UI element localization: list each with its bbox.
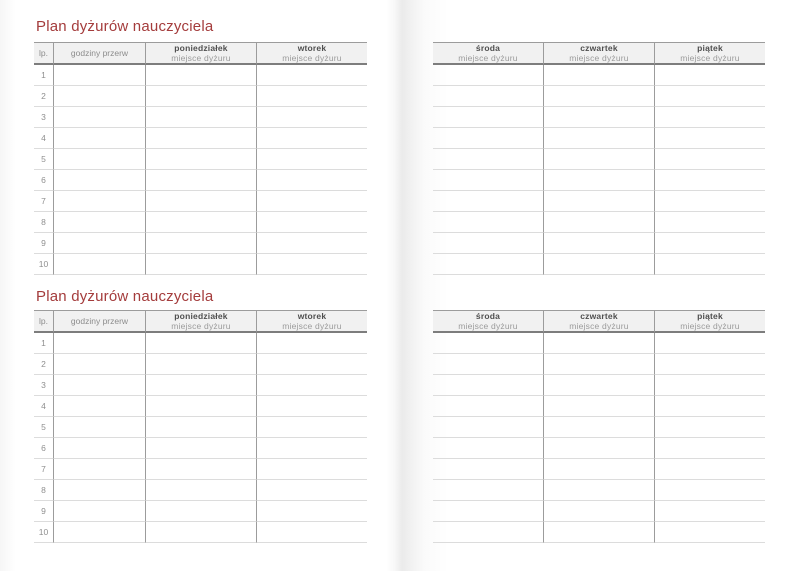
break-hours-cell <box>53 149 145 170</box>
friday-duty-cell <box>654 396 765 417</box>
duty-row <box>34 128 367 149</box>
duty-row <box>433 375 765 396</box>
thursday-duty-cell <box>543 375 654 396</box>
duty-row <box>433 65 765 86</box>
sub-label: miejsce dyżuru <box>569 320 629 331</box>
break-hours-cell <box>53 438 145 459</box>
col-header-lp: lp. <box>34 42 53 65</box>
duty-row <box>34 233 367 254</box>
duty-row <box>34 354 367 375</box>
duty-row <box>34 254 367 275</box>
col-header-wednesday <box>433 42 543 65</box>
monday-duty-cell <box>145 396 256 417</box>
day-label: poniedziałek <box>174 311 228 321</box>
monday-duty-cell <box>145 417 256 438</box>
monday-duty-cell <box>145 65 256 86</box>
break-hours-cell <box>53 107 145 128</box>
row-number-cell: 6 <box>34 438 53 459</box>
wednesday-duty-cell <box>433 375 543 396</box>
table-header-row <box>34 310 367 333</box>
duty-row <box>433 438 765 459</box>
row-number-cell: 5 <box>34 149 53 170</box>
break-hours-cell <box>53 128 145 149</box>
thursday-duty-cell <box>543 354 654 375</box>
thursday-duty-cell <box>543 480 654 501</box>
row-number-cell: 9 <box>34 233 53 254</box>
break-hours-cell <box>53 501 145 522</box>
monday-duty-cell <box>145 459 256 480</box>
duty-row <box>433 149 765 170</box>
friday-duty-cell <box>654 212 765 233</box>
monday-duty-cell <box>145 86 256 107</box>
duty-row <box>433 459 765 480</box>
sub-label: miejsce dyżuru <box>680 52 740 63</box>
friday-duty-cell <box>654 86 765 107</box>
wednesday-duty-cell <box>433 212 543 233</box>
duty-row <box>34 375 367 396</box>
duty-row <box>34 333 367 354</box>
duty-row <box>34 522 367 543</box>
thursday-duty-cell <box>543 107 654 128</box>
duty-row <box>34 212 367 233</box>
wednesday-duty-cell <box>433 86 543 107</box>
col-header-lp: lp. <box>34 310 53 333</box>
wednesday-duty-cell <box>433 149 543 170</box>
monday-duty-cell <box>145 501 256 522</box>
wednesday-duty-cell <box>433 233 543 254</box>
day-label: poniedziałek <box>174 43 228 53</box>
col-header-monday <box>145 42 256 65</box>
break-hours-cell <box>53 354 145 375</box>
friday-duty-cell <box>654 501 765 522</box>
duty-row <box>433 86 765 107</box>
table-header-row <box>34 42 367 65</box>
break-hours-cell <box>53 459 145 480</box>
wednesday-duty-cell <box>433 354 543 375</box>
friday-duty-cell <box>654 149 765 170</box>
row-number-cell: 3 <box>34 107 53 128</box>
col-header-thursday <box>543 310 654 333</box>
row-number-cell: 9 <box>34 501 53 522</box>
duty-row <box>34 170 367 191</box>
break-hours-cell <box>53 86 145 107</box>
tuesday-duty-cell <box>256 354 367 375</box>
day-label: piątek <box>697 43 723 53</box>
break-hours-cell <box>53 522 145 543</box>
wednesday-duty-cell <box>433 417 543 438</box>
thursday-duty-cell <box>543 233 654 254</box>
friday-duty-cell <box>654 191 765 212</box>
duty-row <box>433 170 765 191</box>
col-header-hours: godziny przerw <box>53 310 145 333</box>
break-hours-cell <box>53 480 145 501</box>
tuesday-duty-cell <box>256 417 367 438</box>
row-number-cell: 7 <box>34 191 53 212</box>
duty-table-wed-fri-bottom <box>433 310 765 543</box>
thursday-duty-cell <box>543 417 654 438</box>
duty-table-mon-tue-bottom <box>34 310 367 543</box>
thursday-duty-cell <box>543 170 654 191</box>
duty-row <box>433 212 765 233</box>
monday-duty-cell <box>145 170 256 191</box>
col-header-wednesday <box>433 310 543 333</box>
thursday-duty-cell <box>543 459 654 480</box>
tuesday-duty-cell <box>256 480 367 501</box>
duty-row <box>433 354 765 375</box>
wednesday-duty-cell <box>433 65 543 86</box>
thursday-duty-cell <box>543 212 654 233</box>
sub-label: miejsce dyżuru <box>171 52 231 63</box>
duty-row <box>433 333 765 354</box>
duty-row <box>433 417 765 438</box>
duty-row <box>433 107 765 128</box>
friday-duty-cell <box>654 375 765 396</box>
break-hours-cell <box>53 254 145 275</box>
row-number-cell: 3 <box>34 375 53 396</box>
row-number-cell: 2 <box>34 86 53 107</box>
col-header-friday <box>654 310 765 333</box>
wednesday-duty-cell <box>433 396 543 417</box>
friday-duty-cell <box>654 65 765 86</box>
tuesday-duty-cell <box>256 170 367 191</box>
wednesday-duty-cell <box>433 170 543 191</box>
break-hours-cell <box>53 417 145 438</box>
tuesday-duty-cell <box>256 191 367 212</box>
friday-duty-cell <box>654 233 765 254</box>
sub-label: miejsce dyżuru <box>458 320 518 331</box>
friday-duty-cell <box>654 333 765 354</box>
thursday-duty-cell <box>543 149 654 170</box>
monday-duty-cell <box>145 233 256 254</box>
duty-row <box>34 396 367 417</box>
friday-duty-cell <box>654 522 765 543</box>
page-edge-shading <box>0 0 16 571</box>
monday-duty-cell <box>145 254 256 275</box>
duty-row <box>34 438 367 459</box>
duty-row <box>34 417 367 438</box>
friday-duty-cell <box>654 170 765 191</box>
thursday-duty-cell <box>543 438 654 459</box>
day-label: czwartek <box>580 311 618 321</box>
row-number-cell: 1 <box>34 65 53 86</box>
thursday-duty-cell <box>543 501 654 522</box>
tuesday-duty-cell <box>256 107 367 128</box>
wednesday-duty-cell <box>433 254 543 275</box>
day-label: wtorek <box>297 43 327 53</box>
col-header-tuesday <box>256 310 367 333</box>
duty-row <box>34 107 367 128</box>
friday-duty-cell <box>654 354 765 375</box>
sub-label: miejsce dyżuru <box>282 320 342 331</box>
col-header-thursday <box>543 42 654 65</box>
break-hours-cell <box>53 333 145 354</box>
sub-label: miejsce dyżuru <box>680 320 740 331</box>
tuesday-duty-cell <box>256 333 367 354</box>
row-number-cell: 5 <box>34 417 53 438</box>
row-number-cell: 8 <box>34 480 53 501</box>
tuesday-duty-cell <box>256 65 367 86</box>
monday-duty-cell <box>145 522 256 543</box>
friday-duty-cell <box>654 480 765 501</box>
duty-row <box>433 396 765 417</box>
thursday-duty-cell <box>543 191 654 212</box>
duty-row <box>433 522 765 543</box>
day-label: wtorek <box>297 311 327 321</box>
sub-label: miejsce dyżuru <box>282 52 342 63</box>
friday-duty-cell <box>654 417 765 438</box>
duty-row <box>433 191 765 212</box>
tuesday-duty-cell <box>256 459 367 480</box>
row-number-cell: 7 <box>34 459 53 480</box>
monday-duty-cell <box>145 438 256 459</box>
sub-label: miejsce dyżuru <box>458 52 518 63</box>
day-label: piątek <box>697 311 723 321</box>
duty-table-wed-fri-top <box>433 42 765 275</box>
wednesday-duty-cell <box>433 522 543 543</box>
tuesday-duty-cell <box>256 149 367 170</box>
duty-row <box>433 480 765 501</box>
wednesday-duty-cell <box>433 107 543 128</box>
col-header-hours: godziny przerw <box>53 42 145 65</box>
wednesday-duty-cell <box>433 438 543 459</box>
break-hours-cell <box>53 65 145 86</box>
row-number-cell: 2 <box>34 354 53 375</box>
tuesday-duty-cell <box>256 375 367 396</box>
friday-duty-cell <box>654 254 765 275</box>
break-hours-cell <box>53 396 145 417</box>
page-title: Plan dyżurów nauczyciela <box>36 288 214 305</box>
monday-duty-cell <box>145 128 256 149</box>
wednesday-duty-cell <box>433 128 543 149</box>
break-hours-cell <box>53 212 145 233</box>
tuesday-duty-cell <box>256 212 367 233</box>
duty-row <box>34 191 367 212</box>
duty-row <box>34 501 367 522</box>
day-label: środa <box>475 311 501 321</box>
break-hours-cell <box>53 233 145 254</box>
friday-duty-cell <box>654 459 765 480</box>
break-hours-cell <box>53 170 145 191</box>
duty-row <box>433 233 765 254</box>
table-header-row <box>433 310 765 333</box>
break-hours-cell <box>53 375 145 396</box>
monday-duty-cell <box>145 375 256 396</box>
row-number-cell: 6 <box>34 170 53 191</box>
monday-duty-cell <box>145 149 256 170</box>
sub-label: miejsce dyżuru <box>171 320 231 331</box>
thursday-duty-cell <box>543 333 654 354</box>
thursday-duty-cell <box>543 65 654 86</box>
thursday-duty-cell <box>543 128 654 149</box>
monday-duty-cell <box>145 354 256 375</box>
row-number-cell: 4 <box>34 128 53 149</box>
sub-label: miejsce dyżuru <box>569 52 629 63</box>
table-header-row <box>433 42 765 65</box>
col-header-tuesday <box>256 42 367 65</box>
duty-row <box>433 128 765 149</box>
tuesday-duty-cell <box>256 128 367 149</box>
wednesday-duty-cell <box>433 191 543 212</box>
row-number-cell: 8 <box>34 212 53 233</box>
page-title: Plan dyżurów nauczyciela <box>36 18 214 35</box>
tuesday-duty-cell <box>256 501 367 522</box>
wednesday-duty-cell <box>433 480 543 501</box>
thursday-duty-cell <box>543 86 654 107</box>
row-number-cell: 10 <box>34 522 53 543</box>
friday-duty-cell <box>654 128 765 149</box>
day-label: środa <box>475 43 501 53</box>
thursday-duty-cell <box>543 396 654 417</box>
tuesday-duty-cell <box>256 396 367 417</box>
tuesday-duty-cell <box>256 254 367 275</box>
row-number-cell: 4 <box>34 396 53 417</box>
monday-duty-cell <box>145 212 256 233</box>
break-hours-cell <box>53 191 145 212</box>
row-number-cell: 10 <box>34 254 53 275</box>
duty-row <box>433 254 765 275</box>
duty-row <box>34 480 367 501</box>
thursday-duty-cell <box>543 522 654 543</box>
duty-row <box>34 86 367 107</box>
thursday-duty-cell <box>543 254 654 275</box>
friday-duty-cell <box>654 438 765 459</box>
wednesday-duty-cell <box>433 459 543 480</box>
friday-duty-cell <box>654 107 765 128</box>
monday-duty-cell <box>145 480 256 501</box>
duty-row <box>34 459 367 480</box>
duty-row <box>433 501 765 522</box>
col-header-friday <box>654 42 765 65</box>
wednesday-duty-cell <box>433 501 543 522</box>
row-number-cell: 1 <box>34 333 53 354</box>
duty-table-mon-tue-top <box>34 42 367 275</box>
tuesday-duty-cell <box>256 522 367 543</box>
monday-duty-cell <box>145 333 256 354</box>
monday-duty-cell <box>145 107 256 128</box>
tuesday-duty-cell <box>256 86 367 107</box>
tuesday-duty-cell <box>256 233 367 254</box>
duty-row <box>34 65 367 86</box>
tuesday-duty-cell <box>256 438 367 459</box>
day-label: czwartek <box>580 43 618 53</box>
wednesday-duty-cell <box>433 333 543 354</box>
monday-duty-cell <box>145 191 256 212</box>
col-header-monday <box>145 310 256 333</box>
duty-row <box>34 149 367 170</box>
